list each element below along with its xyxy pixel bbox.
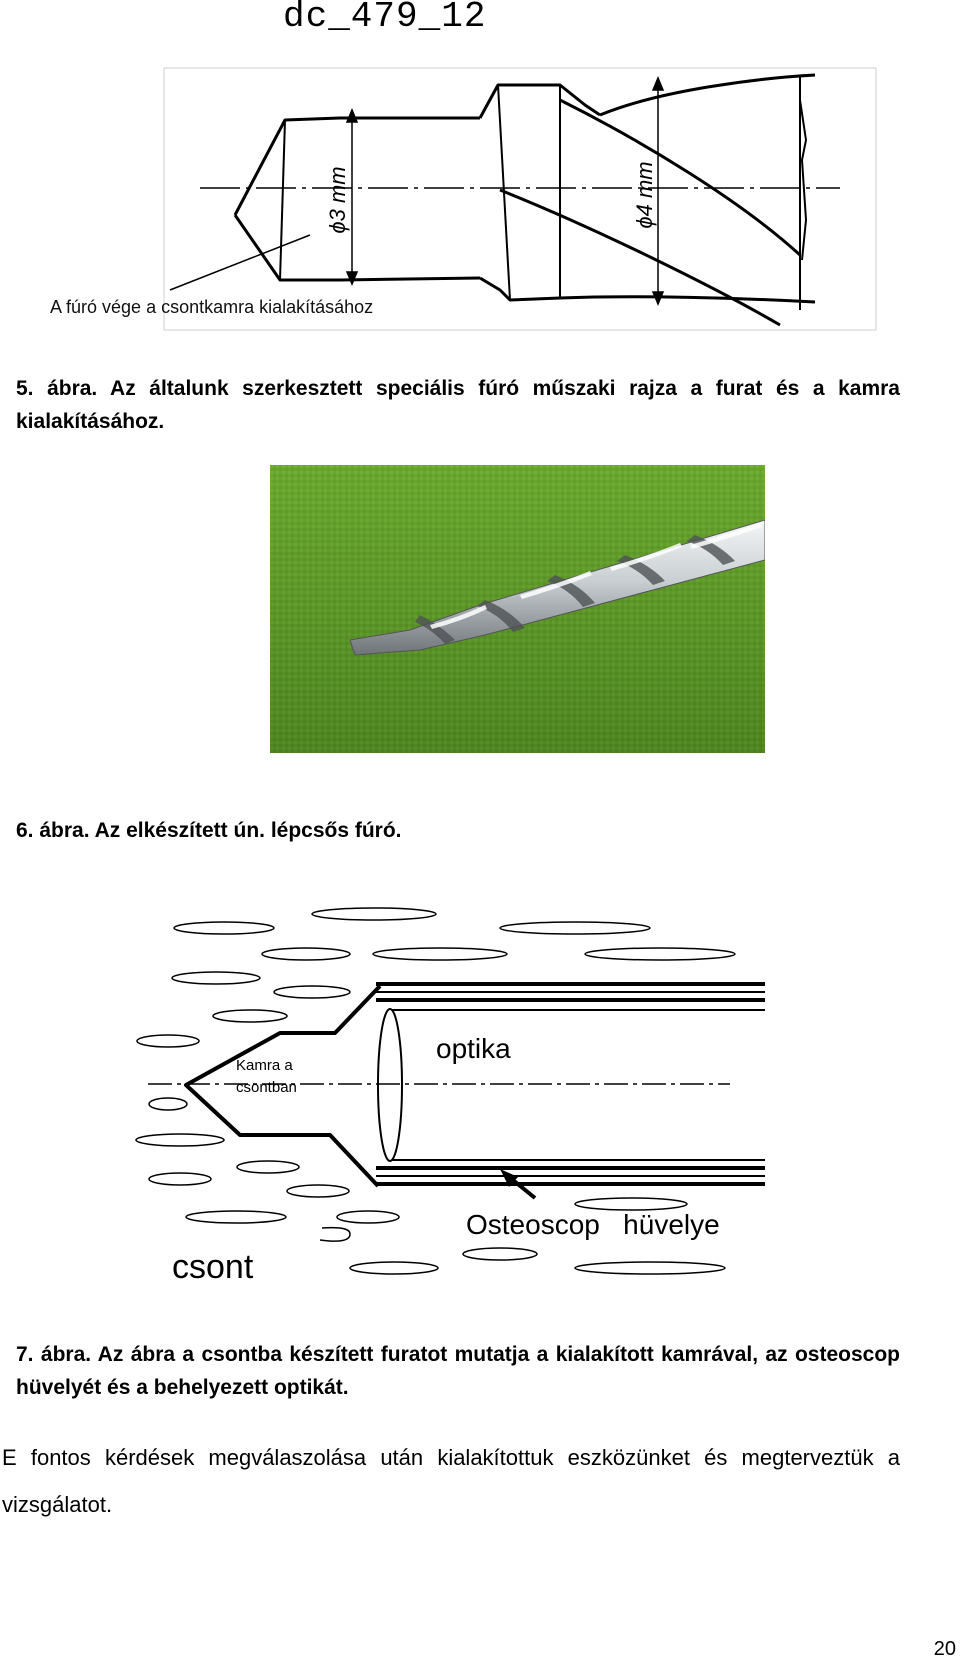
label-optics: optika: [436, 1033, 511, 1064]
caption-number: 6. ábra.: [16, 819, 90, 842]
figure-7-caption: [16, 1338, 900, 1404]
figure-5-caption: [16, 372, 900, 438]
caption-text: Az általunk szerkesztett speciális fúró műszaki rajza a furat és a kamra kialakításához.: [16, 377, 900, 433]
figure-7-osteoscope-diagram: [130, 898, 770, 1290]
drawing-inner-label: A fúró vége a csontkamra kialakításához: [50, 297, 374, 317]
page-number: 20: [933, 1638, 956, 1660]
dim-label-large: ϕ4 mm: [632, 161, 657, 229]
caption-number: 5. ábra.: [16, 377, 98, 400]
figure-6-caption: [16, 814, 900, 847]
label-sheath: Osteoscop hüvelye: [466, 1209, 720, 1240]
figure-6-drill-photo: [270, 465, 765, 753]
figure-5-technical-drawing: [40, 60, 920, 345]
document-id: dc_479_12: [283, 0, 487, 37]
dim-label-small: ϕ3 mm: [325, 166, 350, 234]
label-chamber: Kamra a csontban: [236, 1057, 297, 1096]
label-bone: csont: [172, 1248, 254, 1286]
body-paragraph: E fontos kérdések megválaszolása után kialakítottuk eszközünket és megterveztük a vizsgálatot.: [2, 1445, 900, 1517]
caption-text: Az elkészített ún. lépcsős fúró.: [94, 819, 402, 842]
caption-text: Az ábra a csontba készített furatot mutatja a kialakított kamrával, az osteoscop hüvelyét és a behelyezett optikát.: [16, 1343, 900, 1399]
optics: [378, 1009, 765, 1161]
caption-number: 7. ábra.: [16, 1343, 92, 1366]
